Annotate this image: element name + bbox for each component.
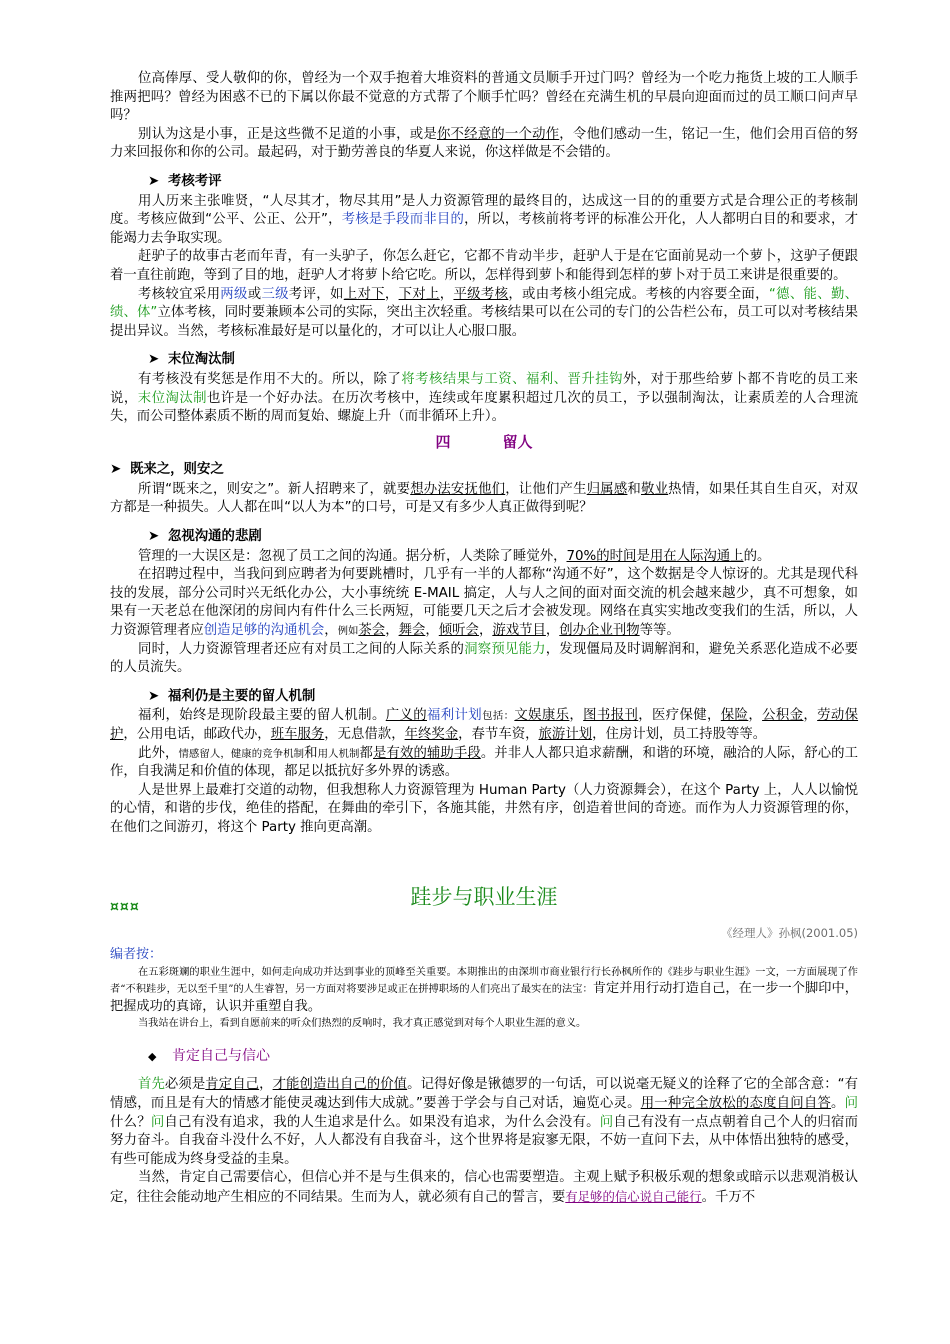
arrow-bullet-icon: ➤: [148, 173, 160, 189]
underlined-text: 广义的: [385, 708, 428, 724]
text: ，: [324, 623, 338, 639]
text: 。并非人人都只追求薪酬，和谐的环境，融洽的人际，舒心的工作，自我满足和价值的体现，都足以抵抗好多外界的诱惑。: [110, 745, 859, 780]
section-heading: [110, 433, 858, 452]
paragraph: [110, 548, 858, 567]
paragraph: [110, 1076, 858, 1169]
text: ，: [384, 286, 399, 302]
paragraph: [110, 782, 858, 838]
underlined-text: 才能创造出自己的价值: [272, 1077, 408, 1093]
paragraph: [110, 641, 858, 678]
text: 考核较宜采用: [138, 286, 221, 302]
small-text: 情感留人，健康的竞争机制: [178, 747, 305, 760]
section-number: 四: [435, 432, 451, 451]
subheading-confidence: [148, 1047, 858, 1067]
text: 。: [831, 1095, 845, 1111]
underlined-text: 肯定自己: [205, 1077, 260, 1093]
text: 同时，人力资源管理者还应有对员工之间的人际关系的: [138, 641, 465, 657]
text: ，: [803, 708, 818, 724]
highlight-text: 考核是手段而非目的: [341, 212, 465, 228]
small-text: 用人机制: [317, 747, 360, 760]
text: 在五彩斑斓的职业生涯中，如何走向成功并达到事业的顶峰至关重要。本期推出的由深圳市商业银行行长孙枫所作的《跬步与职业生涯》一文，一方面展现了作者“不积跬步，无以至千里”的人生睿智，另一方面对将要涉足或正在拼搏职场的人们亮出了最实在的法宝：: [110, 966, 858, 996]
subheading-text: 既来之，则安之: [130, 462, 224, 478]
text: ，: [385, 623, 399, 639]
text: 自己有没有追求，我的人生追求是什么。如果没有追求，为什么会没有。: [164, 1114, 600, 1130]
text: 必须是: [164, 1077, 206, 1093]
text: 有考核没有奖惩是作用不大的。所以，除了: [138, 371, 402, 387]
paragraph: [110, 193, 858, 249]
text: 管理的一大误区是：忽视了员工之间的沟通。据分析，人类除了睡觉外，: [138, 548, 567, 564]
highlight-text: 福利计划: [427, 708, 483, 724]
highlight-text: 将考核结果与工资、福利、晋升挂钩: [401, 371, 623, 387]
text: 所谓“既来之，则安之”。新人招聘来了，就要: [138, 481, 411, 497]
text: ，: [439, 286, 454, 302]
highlight-text: 问: [150, 1114, 165, 1130]
underlined-text: 下对上: [398, 286, 440, 302]
underlined-text: 图书报刊: [583, 708, 639, 724]
article-title: 跬步与职业生涯: [410, 884, 558, 909]
subheading-text: 忽视沟通的悲剧: [168, 529, 262, 545]
paragraph: [110, 371, 858, 427]
subheading-text: 末位淘汰制: [168, 352, 235, 368]
highlight-text: 有足够的信心说自己能行: [565, 1188, 702, 1204]
text: 。: [307, 998, 321, 1014]
paragraph: [110, 745, 858, 782]
text: 热情，如果任其自生自灭，对双方都是一种损失。人人都在叫“以人为本”的口号，可是又有多少人真正做得到呢？: [110, 481, 859, 516]
underlined-text: 用在人际沟通上: [649, 548, 744, 564]
article-title-row: [110, 884, 858, 922]
highlight-text: 洞察预见能力: [464, 641, 546, 657]
paragraph: [110, 248, 858, 285]
underlined-text: 想办法安抚他们: [410, 481, 506, 497]
text: 别认为这是小事，正是这些微不足道的小事，或是: [138, 126, 437, 142]
highlight-text: 两级: [220, 286, 248, 302]
text: 外，对于那些给萝卜都不肯吃的员工来说，: [110, 371, 859, 406]
subheading-text: 肯定自己与信心: [172, 1047, 270, 1064]
text: ，无息借款，: [324, 727, 405, 742]
text: 用人历来主张唯贤，“人尽其才，物尽其用”是人力资源管理的最终目的，达成这一目的的重要方式是合理公正的考核制度。考核应做到“公平、公正、公开”，: [110, 193, 858, 228]
text: ，住房计划，员工持股等等。: [592, 727, 767, 742]
text: ，春节车资，: [458, 727, 539, 742]
text: ，或由考核小组完成。考核的内容要全面，: [508, 286, 769, 302]
text: 等等。: [639, 623, 680, 639]
diamond-bullet-icon: ◆: [148, 1049, 157, 1063]
text: 是: [636, 548, 650, 564]
paragraph: [110, 70, 858, 126]
small-text: 例如: [337, 625, 359, 638]
paragraph: [110, 566, 858, 640]
text: 的。: [743, 548, 771, 564]
highlight-text: 三级: [261, 286, 289, 302]
underlined-text: 公积金: [762, 708, 804, 724]
small-text: 包括：: [482, 710, 515, 723]
underlined-text: 平级考核: [453, 286, 509, 302]
text: ，: [748, 708, 763, 724]
text: 。记得好像是锹德罗的一句话，可以说毫无疑义的诠释了它的全部含意：“有情感，而且是有大的情感才能使灵魂达到伟大成就。”要善于学会与自己对话，遍览心灵。: [110, 1077, 859, 1111]
underlined-text: 你不经意的一个动作: [436, 126, 560, 142]
arrow-bullet-icon: ➤: [148, 352, 160, 368]
underlined-text: 创办企业刊物: [559, 623, 640, 639]
highlight-text: 末位淘汰制: [137, 390, 208, 406]
subheading-jilai: [110, 461, 858, 480]
subheading-text: 考核考评: [168, 173, 222, 189]
highlight-text: 创造足够的沟通机会: [203, 623, 325, 639]
editor-note: [110, 965, 858, 1017]
text: ，所以，考核前将考评的标准公开化，人人都明白目的和要求，才能竭力去争取实现。: [110, 212, 859, 246]
text: 人是世界上最难打交道的动物，但我想称人力资源管理为 Human Party（人力资源舞会），在这个 Party 上，人人以愉悦的心情，和谐的步伐，绝佳的搭配，在舞曲的牵引下，各施其能，井然有序，创造着世间的奇迹。而作为人力资源管理的你，在他们之间游刃，将这个 Party 推向更高潮。: [110, 782, 858, 835]
text: 自己有没有一点点朝着自己个人的归宿而努力奋斗。自我奋斗没什么不好，人人都没有自我奋斗，这个世界将是寂寥无限，不妨一直问下去，从中体悟出独特的感受，有些可能成为终身受益的圭臬。: [110, 1114, 859, 1167]
text: 在招聘过程中，当我问到应聘者为何要跳槽时，几乎有一半的人都称“沟通不好”，这个数据是令人惊讶的。尤其是现代科技的发展，部分公司时兴无纸化办公，大小事统统 E-MAIL 搞定，人与人之间的面对面交流的机会越来越少，真不可想象，如果有一天老总在他深闭的房间内有件什么三长两短，可能要几天之后才会被发现。网络在真实实地改变我们的生活，所以，人力资源管理者应: [110, 567, 858, 639]
text: 当然，肯定自己需要信心，但信心并不是与生俱来的，信心也需要塑造。主观上赋予积极乐观的想象或暗示以悲观消极认定，往往会能动地产生相应的不同结果。生而为人，就必须有自己的誓言，要: [110, 1170, 858, 1205]
text: ，公用电话，邮政代办，: [123, 727, 271, 742]
text: 。千万不: [701, 1189, 756, 1205]
text: 肯定并用行动打造自己，在一步一个脚印中，把握成功的真谛，认识并重塑自我: [110, 981, 858, 1014]
text: ，发现僵局及时调解润和，避免关系恶化造成不必要的人员流失。: [110, 641, 859, 676]
paragraph: [110, 126, 858, 163]
subheading-tail: [148, 351, 858, 370]
underlined-text: 舞会: [398, 623, 426, 639]
text: ，: [425, 623, 439, 639]
paragraph: [110, 707, 858, 744]
underlined-text: 是有效的辅助手段: [373, 745, 481, 761]
subheading-kaohe: [148, 173, 858, 192]
underlined-text: 茶会: [358, 623, 386, 639]
text: 位高俸厚、受人敬仰的你，曾经为一个双手抱着大堆资料的普通文员顺手开过门吗？曾经为一个吃力拖货上坡的工人顺手推两把吗？曾经为困惑不已的下属以你最不觉意的方式帮了个顺手忙吗？曾经在充满生机的早晨向迎面而过的员工顺口问声早吗？: [110, 71, 858, 124]
text: ，让他们产生: [505, 481, 587, 497]
text: 当我站在讲台上，看到自愿前来的听众们热烈的反响时，我才真正感觉到对每个人职业生涯的意义。: [138, 1018, 587, 1030]
text: 此外，: [138, 745, 179, 761]
text: 立体考核，同时要兼顾本公司的实际，突出主次轻重。考核结果可以在公司的专门的公告栏公布，员工可以对考核结果提出异议。当然，考核标准最好是可以量化的，才可以让人心服口服。: [110, 305, 858, 339]
text: 或: [247, 286, 262, 302]
paragraph: [110, 1169, 858, 1207]
subheading-goutong: [148, 528, 858, 547]
underlined-text: 游戏节目: [492, 623, 546, 639]
text: ，: [545, 623, 560, 639]
text: 福利，始终是现阶段最主要的留人机制。: [138, 708, 386, 724]
text: 考评，如: [288, 286, 344, 302]
underlined-text: 敬业: [641, 481, 669, 497]
text: 什么？: [110, 1114, 151, 1130]
highlight-text: “德、能、勤、绩、体”: [110, 286, 859, 321]
underlined-text: 70%的时间: [566, 548, 637, 564]
underlined-text: 保险: [720, 708, 749, 724]
text: ，医疗保健，: [638, 708, 721, 724]
underlined-text: 旅游计划: [538, 727, 593, 742]
underlined-text: 上对下: [343, 286, 385, 302]
underlined-text: 班车服务: [270, 727, 325, 742]
text: 和: [627, 481, 641, 497]
section-name: 留人: [502, 432, 533, 451]
highlight-text: 问: [844, 1095, 859, 1111]
subheading-fuli: [148, 688, 858, 707]
text: 和: [304, 745, 318, 761]
currency-marks: ¤¤¤: [110, 898, 140, 915]
underlined-text: 倾听会: [438, 623, 479, 639]
underlined-text: 文娱康乐: [514, 708, 570, 724]
subheading-text: 福利仍是主要的留人机制: [168, 688, 316, 704]
arrow-bullet-icon: ➤: [148, 688, 160, 704]
text: ，: [569, 708, 584, 724]
highlight-text: 首先: [138, 1077, 165, 1093]
underlined-text: 用一种完全放松的态度自问自答: [640, 1095, 832, 1111]
text: ，令他们感动一生，铭记一生，他们会用百倍的努力来回报你和你的公司。最起码，对于勤劳善良的华夏人来说，你这样做是不会错的。: [110, 126, 859, 161]
underlined-text: 年终奖金: [404, 727, 459, 742]
arrow-bullet-icon: ➤: [148, 529, 160, 545]
arrow-bullet-icon: ➤: [110, 462, 122, 478]
text: 也许是一个好办法。在历次考核中，连续或年度累积超过几次的员工，予以强制淘汰，让素质差的人合理流失，而公司整体素质不断的周而复始、螺旋上升（而非循环上升）。: [110, 390, 859, 425]
editor-note-label: 编者按：: [110, 947, 163, 963]
paragraph: [110, 481, 858, 518]
text: 赶驴子的故事古老而年青，有一头驴子，你怎么赶它，它都不肯动半步，赶驴人于是在它面前晃动一个萝卜，这驴子便跟着一直往前跑，等到了目的地，赶驴人才将萝卜给它吃。所以，怎样得到萝卜和能得到怎样的萝卜对于员工来讲是很重要的。: [110, 249, 858, 283]
underlined-text: 劳动保护: [110, 708, 859, 742]
document-page: [110, 70, 858, 1208]
text: ，: [478, 623, 493, 639]
article-source: 《经理人》孙枫(2001.05): [720, 925, 858, 940]
text: 都: [359, 745, 374, 761]
text: ，: [259, 1077, 273, 1093]
paragraph: [110, 286, 858, 342]
editor-note: [110, 1016, 858, 1033]
highlight-text: 问: [599, 1114, 614, 1130]
underlined-text: 归属感: [586, 481, 628, 497]
